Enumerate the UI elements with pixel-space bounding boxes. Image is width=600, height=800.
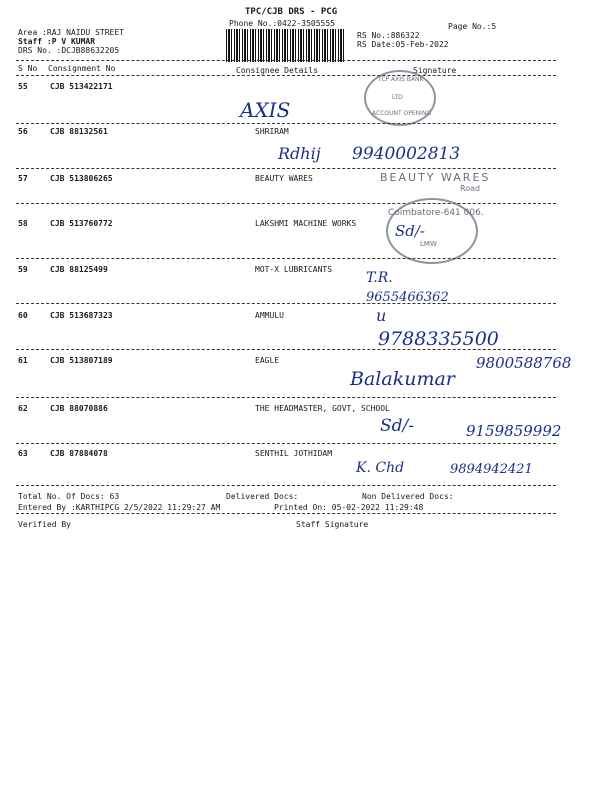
phone-number: Phone No.:0422-3505555 xyxy=(229,19,335,28)
row-consignment-no: CJB 88070886 xyxy=(50,404,108,413)
divider xyxy=(16,513,556,514)
total-docs: Total No. Of Docs: 63 xyxy=(18,492,120,501)
row-sno: 58 xyxy=(18,219,28,228)
row-divider xyxy=(16,168,556,169)
row-sno: 60 xyxy=(18,311,28,320)
delivered-docs: Delivered Docs: xyxy=(226,492,299,501)
row-divider xyxy=(16,397,556,398)
stamp-text: LTD xyxy=(392,94,403,101)
page-number: Page No.:5 xyxy=(448,22,497,31)
row-consignee: EAGLE xyxy=(255,356,280,365)
stamp-text: BEAUTY WARES xyxy=(380,171,491,184)
col-signature: Signature xyxy=(413,66,457,75)
row-consignment-no: CJB 88132561 xyxy=(50,127,108,136)
handwritten-signature: Rdhij xyxy=(278,144,321,163)
barcode xyxy=(226,29,346,62)
col-consignment: Consignment No xyxy=(48,64,116,73)
handwritten-phone: 9655466362 xyxy=(366,290,449,305)
handwritten-signature: u xyxy=(376,306,387,325)
stamp-text: Road xyxy=(460,184,481,193)
handwritten-phone: 9800588768 xyxy=(476,354,572,372)
row-sno: 63 xyxy=(18,449,28,458)
handwritten-phone: 9940002813 xyxy=(352,144,461,164)
handwritten-signature: T.R. xyxy=(366,270,393,286)
row-consignment-no: CJB 87884078 xyxy=(50,449,108,458)
staff-signature: Staff Signature xyxy=(296,520,369,529)
row-sno: 59 xyxy=(18,265,28,274)
row-consignee: THE HEADMASTER, GOVT, SCHOOL xyxy=(255,404,390,413)
row-sno: 57 xyxy=(18,174,28,183)
divider xyxy=(16,60,556,61)
entered-by: Entered By :KARTHIPCG 2/5/2022 11:29:27 AM xyxy=(18,503,221,512)
row-divider xyxy=(16,203,556,204)
area-label: Area :RAJ NAIDU STREET xyxy=(18,28,124,37)
drs-number: DRS No. :DCJB88632205 xyxy=(18,46,120,55)
row-consignee: MOT-X LUBRICANTS xyxy=(255,265,333,274)
staff-label: Staff :P V KUMAR xyxy=(18,37,96,46)
row-consignee: AMMULU xyxy=(255,311,284,320)
handwritten-signature: Sd/- xyxy=(380,416,414,436)
printed-on: Printed On: 05-02-2022 11:29:48 xyxy=(274,503,424,512)
row-sno: 56 xyxy=(18,127,28,136)
verified-by: Verified By xyxy=(18,520,71,529)
non-delivered-docs: Non Delivered Docs: xyxy=(362,492,454,501)
row-divider xyxy=(16,258,556,259)
stamp-text: Coimbatore-641 006. xyxy=(388,208,484,218)
row-divider xyxy=(16,303,556,304)
handwritten-phone: 9894942421 xyxy=(450,462,533,477)
row-divider xyxy=(16,485,556,486)
handwritten-signature: AXIS xyxy=(240,98,291,122)
handwritten-signature: Sd/- xyxy=(395,222,425,240)
row-consignment-no: CJB 513687323 xyxy=(50,311,113,320)
row-consignment-no: CJB 88125499 xyxy=(50,265,108,274)
rs-date: RS Date:05-Feb-2022 xyxy=(357,40,449,49)
handwritten-signature: K. Chd xyxy=(356,460,405,476)
stamp-text: ACCOUNT OPENING xyxy=(372,110,432,117)
col-sno: S No xyxy=(18,64,38,73)
handwritten-phone: 9788335500 xyxy=(378,328,499,350)
divider xyxy=(16,75,556,76)
handwritten-signature: Balakumar xyxy=(350,368,455,390)
row-consignee: LAKSHMI MACHINE WORKS xyxy=(255,219,357,228)
row-consignee: SENTHIL JOTHIDAM xyxy=(255,449,333,458)
row-divider xyxy=(16,123,556,124)
row-consignment-no: CJB 513422171 xyxy=(50,82,113,91)
col-consignee: Consignee Details xyxy=(236,66,318,75)
stamp-text: LMW xyxy=(420,240,437,248)
document-title: TPC/CJB DRS - PCG xyxy=(245,7,338,17)
row-sno: 61 xyxy=(18,356,28,365)
rs-number: RS No.:886322 xyxy=(357,31,420,40)
row-consignment-no: CJB 513760772 xyxy=(50,219,113,228)
stamp-text: TCP AXIS BANK xyxy=(378,76,424,83)
row-consignee: BEAUTY WARES xyxy=(255,174,313,183)
handwritten-phone: 9159859992 xyxy=(466,422,562,440)
row-divider xyxy=(16,443,556,444)
row-sno: 62 xyxy=(18,404,28,413)
row-divider xyxy=(16,349,556,350)
row-sno: 55 xyxy=(18,82,28,91)
row-consignment-no: CJB 513807189 xyxy=(50,356,113,365)
row-consignee: SHRIRAM xyxy=(255,127,289,136)
row-consignment-no: CJB 513806265 xyxy=(50,174,113,183)
